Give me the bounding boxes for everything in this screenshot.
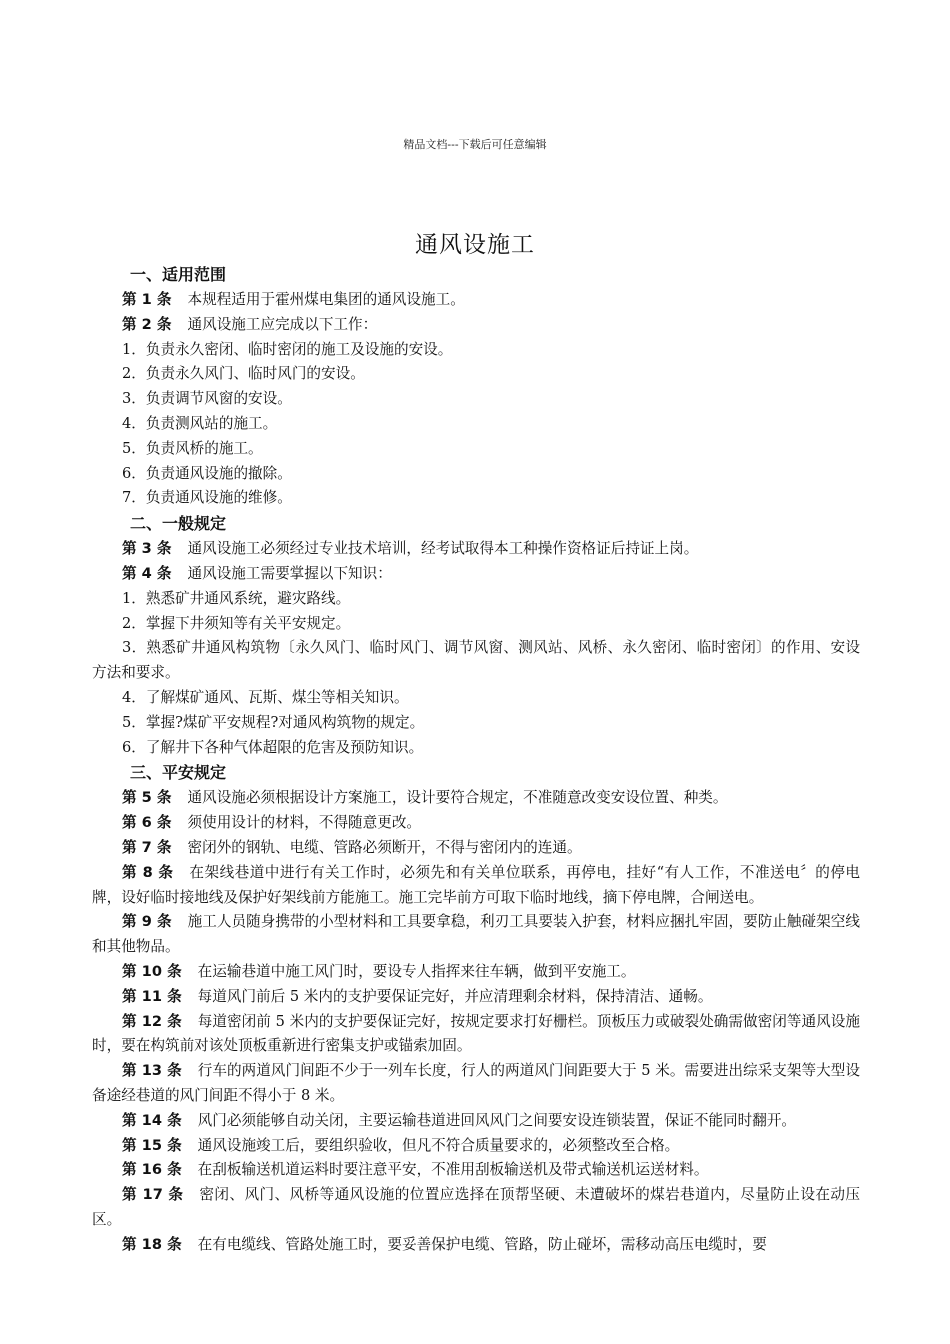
list-item: 2．负责永久风门、临时风门的安设。 [122,365,365,383]
article-1 [92,288,860,313]
article-text: 每道风门前后 5 米内的支护要保证完好，并应清理剩余材料，保持清洁、通畅。 [197,987,713,1005]
article-10 [92,960,860,985]
article-11 [92,985,860,1010]
article-text: 通风设施工必须经过专业技术培训，经考试取得本工种操作资格证后持证上岗。 [187,540,699,558]
list-item: 4．负责测风站的施工。 [122,414,278,432]
article-7 [92,836,860,861]
article-number: 第 15 条 [122,1136,182,1154]
article-2 [92,313,860,338]
article-number: 第 8 条 [122,863,174,881]
list-item: 1．负责永久密闭、临时密闭的施工及设施的安设。 [122,340,453,358]
article-number: 第 12 条 [122,1012,182,1030]
article-text: 通风设施必须根据设计方案施工，设计要符合规定，不准随意改变安设位置、种类。 [187,789,728,807]
article-14 [92,1109,860,1134]
article-12 [92,1010,860,1060]
article-text: 密闭外的钢轨、电缆、管路必须断开，不得与密闭内的连通。 [187,838,582,856]
article-text: 密闭、风门、风桥等通风设施的位置应选择在顶帮坚硬、未遭破坏的煤岩巷道内，尽量防止设在动压区。 [92,1186,860,1228]
article-13 [92,1059,860,1109]
article-number: 第 1 条 [122,291,172,308]
article-number: 第 13 条 [122,1062,182,1080]
article-number: 第 9 条 [122,913,172,931]
article-number: 第 14 条 [122,1111,182,1129]
article-number: 第 10 条 [122,962,182,980]
article-text: 在刮板输送机道运料时要注意平安，不准用刮板输送机及带式输送机运送材料。 [197,1161,709,1179]
list-item: 4．了解煤矿通风、瓦斯、煤尘等相关知识。 [122,688,409,706]
article-number: 第 4 条 [122,564,172,582]
list-item: 2．掌握下井须知等有关平安规定。 [122,614,351,632]
document-title: 通风设施工 [415,232,535,258]
article-text: 施工人员随身携带的小型材料和工具要拿稳，利刃工具要装入护套，材料应捆扎牢固，要防止触碰架空线和其他物品。 [92,913,860,956]
article-17 [92,1183,860,1233]
list-item: 6．了解井下各种气体超限的危害及预防知识。 [122,738,424,756]
article-number: 第 5 条 [122,789,172,807]
article-number: 第 11 条 [122,987,182,1005]
section-heading-scope: 一、适用范围 [130,265,227,284]
article-text: 本规程适用于霍州煤电集团的通风设施工。 [187,291,465,308]
header-note: 精品文档---下载后可任意编辑 [403,138,547,151]
article-number: 第 17 条 [122,1186,184,1204]
list-item: 3．负责调节风窗的安设。 [122,390,292,408]
list-item: 6．负责通风设施的撤除。 [122,464,292,482]
article-number: 第 18 条 [122,1235,182,1253]
article-text: 在有电缆线、管路处施工时，要妥善保护电缆、管路，防止碰坏，需移动高压电缆时，要 [197,1235,767,1253]
article-text: 通风设施工需要掌握以下知识： [187,564,392,582]
article-5 [92,786,860,811]
list-item: 1．熟悉矿井通风系统，避灾路线。 [122,589,351,607]
article-number: 第 3 条 [122,540,172,558]
list-item: 5．负责风桥的施工。 [122,439,263,457]
article-text: 在运输巷道中施工风门时，要设专人指挥来往车辆，做到平安施工。 [197,962,636,980]
article-text: 须使用设计的材料，不得随意更改。 [187,814,422,832]
section-heading-safety: 三、平安规定 [130,763,227,783]
article-3 [92,537,860,562]
list-item: 7．负责通风设施的维修。 [122,489,292,507]
article-text: 行车的两道风门间距不少于一列车长度，行人的两道风门间距要大于 5 米。需要进出综采支架等大型设备途经巷道的风门间距不得小于 8 米。 [92,1062,860,1104]
list-item: 3．熟悉矿井通风构筑物〔永久风门、临时风门、调节风窗、测风站、风桥、永久密闭、临时密闭〕的作用、安设方法和要求。 [92,639,860,682]
article-6 [92,811,860,836]
article-number: 第 7 条 [122,838,172,856]
list-item: 5．掌握?煤矿平安规程?对通风构筑物的规定。 [122,713,425,731]
article-16 [92,1158,860,1183]
article-text: 每道密闭前 5 米内的支护要保证完好，按规定要求打好栅栏。顶板压力或破裂处确需做密闭等通风设施时，要在构筑前对该处顶板重新进行密集支护或锚索加固。 [92,1012,860,1055]
article-number: 第 6 条 [122,814,172,832]
article-text: 风门必须能够自动关闭，主要运输巷道进回风风门之间要安设连锁装置，保证不能同时翻开。 [197,1111,797,1129]
article-number: 第 16 条 [122,1161,182,1179]
article-8 [92,861,860,911]
article-text: 通风设施竣工后，要组织验收，但凡不符合质量要求的，必须整改至合格。 [197,1136,680,1154]
article-15 [92,1134,860,1159]
document-body [92,262,860,1257]
article-number: 第 2 条 [122,315,172,333]
article-18 [92,1233,860,1258]
article-9 [92,910,860,960]
article-4 [92,562,860,587]
section-heading-general: 二、一般规定 [130,514,227,534]
article-text: 在架线巷道中进行有关工作时，必须先和有关单位联系，再停电，挂好“有人工作，不准送电〞的停电牌，设好临时接地线及保护好架线前方能施工。施工完毕前方可取下临时地线，摘下停电牌，合闸送电。 [92,863,860,906]
article-text: 通风设施工应完成以下工作： [187,315,378,333]
